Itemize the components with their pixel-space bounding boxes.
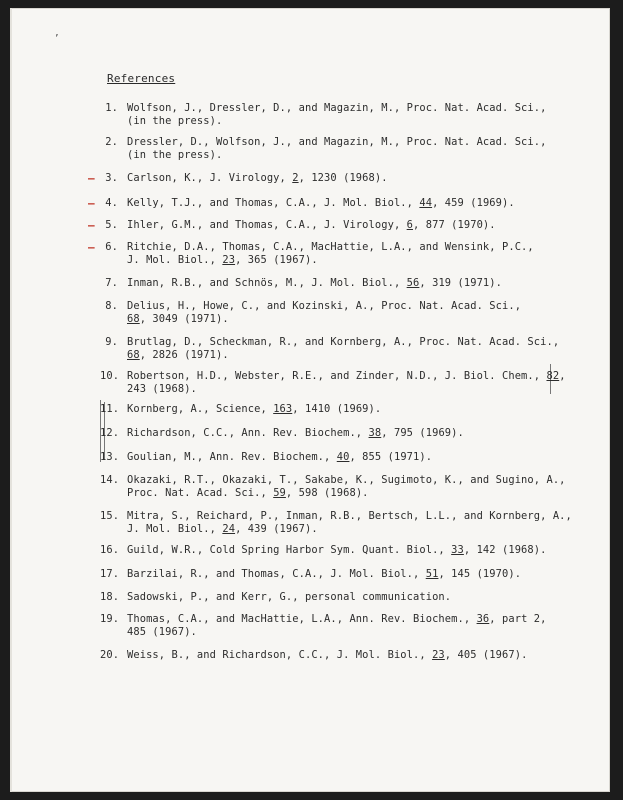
reference-line: Ihler, G.M., and Thomas, C.A., J. Virology, 6, 877 (1970).: [127, 219, 496, 231]
reference-text: [127, 300, 547, 326]
reference-line: Goulian, M., Ann. Rev. Biochem., 40, 855 (1971).: [127, 451, 433, 463]
reference-line: Inman, R.B., and Schnös, M., J. Mol. Biol., 56, 319 (1971).: [127, 277, 502, 289]
reference-line: Kelly, T.J., and Thomas, C.A., J. Mol. Biol., 44, 459 (1969).: [127, 197, 515, 209]
reference-line: Mitra, S., Reichard, P., Inman, R.B., Bertsch, L.L., and Kornberg, A.,: [127, 510, 572, 522]
reference-number: 4.: [105, 197, 118, 209]
reference-number: 11.: [100, 403, 120, 415]
reference-number: 1.: [105, 102, 118, 114]
reference-number: 10.: [100, 370, 120, 382]
margin-mark-ref-5: –: [88, 219, 95, 232]
reference-line: 243 (1968).: [127, 383, 197, 395]
reference-number: 15.: [100, 510, 120, 522]
reference-text: [127, 136, 547, 162]
margin-mark-ref-6: –: [88, 241, 95, 254]
reference-line: Brutlag, D., Scheckman, R., and Kornberg, A., Proc. Nat. Acad. Sci.,: [127, 336, 560, 348]
reference-line: (in the press).: [127, 115, 223, 127]
reference-text: [127, 102, 547, 128]
reference-number: 5.: [105, 219, 118, 231]
margin-mark-ref-4: –: [88, 197, 95, 210]
reference-number: 16.: [100, 544, 120, 556]
reference-line: 485 (1967).: [127, 626, 197, 638]
reference-number: 9.: [105, 336, 118, 348]
reference-line: Guild, W.R., Cold Spring Harbor Sym. Quant. Biol., 33, 142 (1968).: [127, 544, 547, 556]
reference-number: 12.: [100, 427, 120, 439]
reference-line: Kornberg, A., Science, 163, 1410 (1969).: [127, 403, 382, 415]
reference-text: [127, 403, 547, 416]
reference-line: Thomas, C.A., and MacHattie, L.A., Ann. Rev. Biochem., 36, part 2,: [127, 613, 547, 625]
reference-text: [127, 451, 547, 464]
reference-line: (in the press).: [127, 149, 223, 161]
reference-number: 18.: [100, 591, 120, 603]
reference-text: [127, 613, 547, 639]
reference-line: Weiss, B., and Richardson, C.C., J. Mol. Biol., 23, 405 (1967).: [127, 649, 528, 661]
reference-number: 19.: [100, 613, 120, 625]
reference-text: [127, 219, 547, 232]
reference-text: [127, 649, 547, 662]
reference-line: Delius, H., Howe, C., and Kozinski, A., Proc. Nat. Acad. Sci.,: [127, 300, 522, 312]
reference-line: Proc. Nat. Acad. Sci., 59, 598 (1968).: [127, 487, 369, 499]
reference-text: [127, 568, 547, 581]
page-edge: [10, 8, 12, 792]
reference-text: [127, 172, 547, 185]
reference-line: 68, 2826 (1971).: [127, 349, 229, 361]
reference-number: 2.: [105, 136, 118, 148]
reference-text: [127, 510, 572, 536]
reference-number: 6.: [105, 241, 118, 253]
reference-number: 8.: [105, 300, 118, 312]
corner-mark: ’: [54, 34, 60, 44]
reference-number: 3.: [105, 172, 118, 184]
reference-number: 7.: [105, 277, 118, 289]
reference-line: Okazaki, R.T., Okazaki, T., Sakabe, K., Sugimoto, K., and Sugino, A.,: [127, 474, 566, 486]
reference-line: J. Mol. Biol., 23, 365 (1967).: [127, 254, 318, 266]
reference-line: Ritchie, D.A., Thomas, C.A., MacHattie, L.A., and Wensink, P.C.,: [127, 241, 534, 253]
reference-text: [127, 427, 547, 440]
reference-text: [127, 591, 547, 604]
reference-text: [127, 336, 560, 362]
margin-mark-ref-3: –: [88, 172, 95, 185]
reference-text: [127, 197, 547, 210]
reference-line: Robertson, H.D., Webster, R.E., and Zinder, N.D., J. Biol. Chem., 82: [127, 370, 560, 382]
reference-text: [127, 544, 547, 557]
reference-number: 14.: [100, 474, 120, 486]
reference-text: [127, 474, 566, 500]
reference-line: Wolfson, J., Dressler, D., and Magazin, M., Proc. Nat. Acad. Sci.,: [127, 102, 547, 114]
reference-line: Richardson, C.C., Ann. Rev. Biochem., 38, 795 (1969).: [127, 427, 464, 439]
reference-text: [127, 277, 547, 290]
references-heading: References: [107, 72, 176, 85]
reference-text: [127, 370, 560, 396]
reference-line: Dressler, D., Wolfson, J., and Magazin, M., Proc. Nat. Acad. Sci.,: [127, 136, 547, 148]
reference-line: Barzilai, R., and Thomas, C.A., J. Mol. Biol., 51, 145 (1970).: [127, 568, 522, 580]
reference-number: 17.: [100, 568, 120, 580]
reference-number: 13.: [100, 451, 120, 463]
reference-number: 20.: [100, 649, 120, 661]
reference-line: J. Mol. Biol., 24, 439 (1967).: [127, 523, 318, 535]
reference-line: Sadowski, P., and Kerr, G., personal communication.: [127, 591, 452, 603]
reference-line: 68, 3049 (1971).: [127, 313, 229, 325]
reference-text: [127, 241, 547, 267]
reference-line: Carlson, K., J. Virology, 2, 1230 (1968).: [127, 172, 388, 184]
